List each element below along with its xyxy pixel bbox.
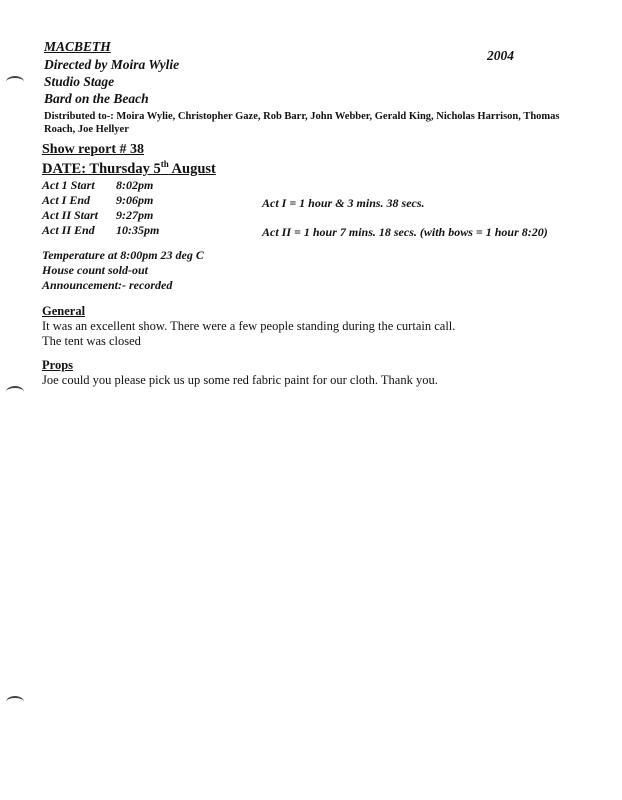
temperature-line: Temperature at 8:00pm 23 deg C (42, 248, 204, 262)
binder-hole-bottom (6, 696, 24, 708)
binder-hole-middle (6, 386, 24, 398)
act-one-duration: Act I = 1 hour & 3 mins. 38 secs. (262, 196, 425, 210)
report-year: 2004 (487, 48, 514, 63)
general-note: It was an excellent show. There were a few people standing during the curtain call. (42, 319, 456, 333)
venue-line: Studio Stage (44, 74, 115, 89)
act-time-value: 9:06pm (116, 193, 154, 207)
show-report-number: Show report # 38 (42, 142, 145, 157)
act-time-value: 9:27pm (116, 208, 154, 222)
act-time-label: Act II Start (42, 208, 99, 222)
distribution-list-continued: Roach, Joe Hellyer (44, 124, 129, 135)
company-line: Bard on the Beach (44, 91, 149, 106)
production-title: MACBETH (44, 39, 111, 54)
act-two-duration: Act II = 1 hour 7 mins. 18 secs. (with bows = 1 hour 8:20) (262, 225, 548, 239)
props-note: Joe could you please pick us up some red fabric paint for our cloth. Thank you. (42, 373, 438, 387)
act-time-label: Act 1 Start (42, 178, 95, 192)
act-time-label: Act II End (42, 223, 95, 237)
distribution-names: Moira Wylie, Christopher Gaze, Rob Barr, John Webber, Gerald King, Nicholas Harrison, Thomas (116, 111, 560, 122)
distribution-label: Distributed to-: (44, 111, 114, 122)
act-time-label: Act I End (42, 193, 91, 207)
general-note: The tent was closed (42, 334, 141, 348)
props-heading: Props (42, 358, 74, 372)
announcement-line: Announcement:- recorded (42, 278, 173, 292)
house-count-line: House count sold-out (42, 263, 149, 277)
act-time-value: 10:35pm (116, 223, 160, 237)
director-line: Directed by Moira Wylie (44, 57, 180, 72)
binder-hole-top (6, 76, 24, 88)
date-ordinal: th (160, 159, 169, 169)
act-time-value: 8:02pm (116, 178, 154, 192)
report-date: DATE: Thursday 5th August (42, 159, 216, 177)
distribution-list (44, 110, 560, 123)
general-heading: General (42, 304, 86, 318)
